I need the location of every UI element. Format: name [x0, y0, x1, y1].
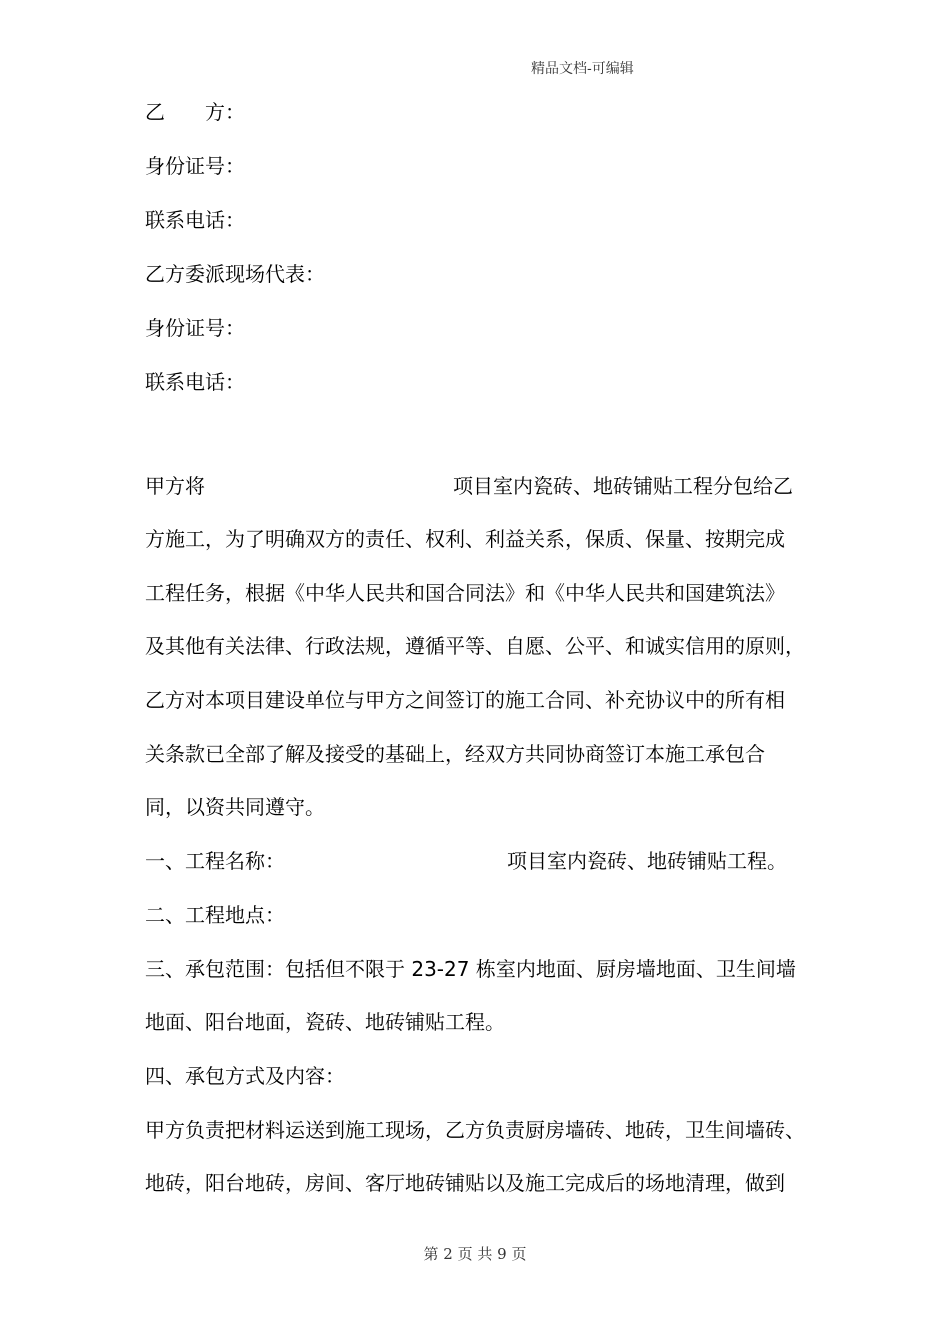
- section-4-line-2: 地砖，阳台地砖，房间、客厅地砖铺贴以及施工完成后的场地清理，做到: [145, 1171, 785, 1195]
- party-b-label: [145, 98, 245, 126]
- intro-paragraph-line-6: 关条款已全部了解及接受的基础上，经双方共同协商签订本施工承包合: [145, 742, 765, 766]
- section-3-scope-line-2: 地面、阳台地面，瓷砖、地砖铺贴工程。: [145, 1010, 505, 1034]
- party-b-rep-phone-label: 联系电话：: [145, 370, 245, 394]
- section-4-line-1: 甲方负责把材料运送到施工现场，乙方负责厨房墙砖、地砖，卫生间墙砖、: [145, 1118, 805, 1142]
- intro-paragraph-line-5: 乙方对本项目建设单位与甲方之间签订的施工合同、补充协议中的所有相: [145, 688, 785, 712]
- page-header-watermark: 精品文档-可编辑: [531, 61, 634, 77]
- party-b-rep-id-label: 身份证号：: [145, 316, 245, 340]
- section-3-scope-line-1: 三、承包范围：包括但不限于 23-27 栋室内地面、厨房墙地面、卫生间墙: [145, 957, 796, 981]
- party-b-label-char1: 乙: [145, 100, 165, 124]
- intro-start: 甲方将: [145, 474, 205, 498]
- intro-paragraph-line-2: 方施工，为了明确双方的责任、权利、利益关系，保质、保量、按期完成: [145, 527, 785, 551]
- section-1-project-name: [145, 847, 787, 875]
- party-b-label-char2: 方：: [205, 100, 245, 124]
- party-b-phone-label: 联系电话：: [145, 208, 245, 232]
- page-number-footer: 第 2 页 共 9 页: [423, 1245, 527, 1263]
- section-4-label: 四、承包方式及内容：: [145, 1064, 345, 1088]
- section-1-value: 项目室内瓷砖、地砖铺贴工程。: [507, 849, 787, 873]
- party-b-id-label: 身份证号：: [145, 154, 245, 178]
- intro-paragraph-line-7: 同，以资共同遵守。: [145, 795, 325, 819]
- section-2-project-location: 二、工程地点：: [145, 903, 285, 927]
- intro-line1-end: 项目室内瓷砖、地砖铺贴工程分包给乙: [453, 474, 793, 498]
- intro-paragraph-line-1: [145, 472, 793, 500]
- section-1-label: 一、工程名称：: [145, 849, 285, 873]
- intro-paragraph-line-3: 工程任务，根据《中华人民共和国合同法》和《中华人民共和国建筑法》: [145, 581, 785, 605]
- intro-paragraph-line-4: 及其他有关法律、行政法规，遵循平等、自愿、公平、和诚实信用的原则，: [145, 634, 805, 658]
- party-b-rep-label: 乙方委派现场代表：: [145, 262, 325, 286]
